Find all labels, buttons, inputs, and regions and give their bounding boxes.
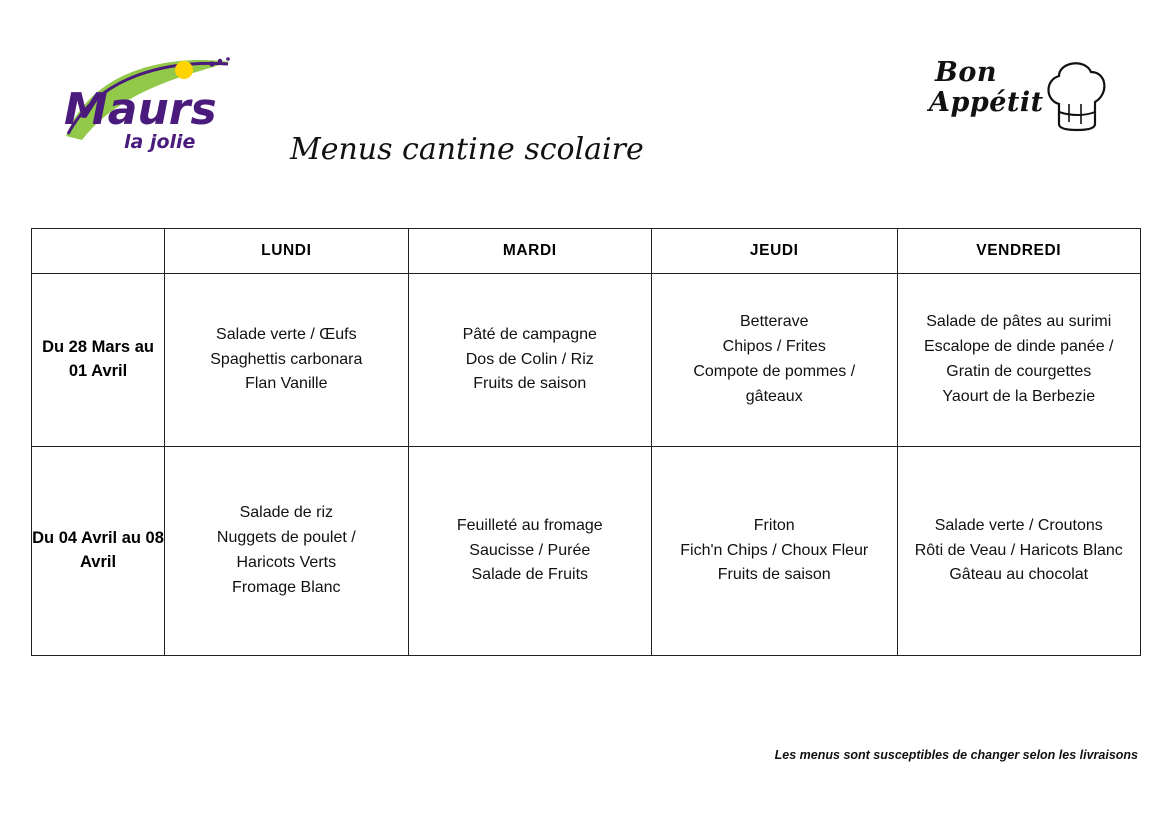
menu-line: Fruits de saison <box>473 375 587 393</box>
menu-line: Gâteau au chocolat <box>949 566 1089 584</box>
logo-name-main: Maurs <box>64 84 217 135</box>
menu-line: Salade de pâtes au surimi <box>926 313 1112 331</box>
menu-line: Salade verte / Croutons <box>934 516 1103 534</box>
menu-cell-vendredi-w1 <box>897 274 1141 447</box>
menu-line: Pâté de campagne <box>462 325 597 343</box>
menu-line: Friton <box>753 516 795 534</box>
table-row <box>32 274 1141 447</box>
menu-line: Flan Vanille <box>245 375 328 393</box>
menu-line: Dos de Colin / Riz <box>465 350 594 368</box>
menu-line: Salade verte / Œufs <box>216 325 357 343</box>
table-row <box>32 447 1141 656</box>
week-label-1 <box>32 274 165 447</box>
bon-appetit-mark <box>929 52 1115 152</box>
menu-line: Spaghettis carbonara <box>210 350 363 368</box>
menu-cell-mardi-w2 <box>408 447 651 656</box>
menu-cell-lundi-w2 <box>165 447 408 656</box>
menu-line: Haricots Verts <box>236 554 337 571</box>
week-label-2 <box>32 447 165 656</box>
header-vendredi: VENDREDI <box>897 229 1141 274</box>
header-lundi: LUNDI <box>165 229 408 274</box>
menu-line: Compote de pommes / <box>693 363 856 380</box>
week-line: au 01 Avril <box>68 338 154 380</box>
header-jeudi: JEUDI <box>651 229 897 274</box>
menu-line: Escalope de dinde panée / <box>924 338 1114 356</box>
menu-line: Feuilleté au fromage <box>456 516 603 534</box>
maurs-la-jolie-logo <box>52 48 242 153</box>
menu-line: Yaourt de la Berbezie <box>942 387 1096 405</box>
chef-hat-icon <box>1041 54 1111 145</box>
page-title: Menus cantine scolaire <box>290 132 644 167</box>
logo-graphic <box>52 48 242 153</box>
menu-cell-vendredi-w2 <box>897 447 1141 656</box>
menu-cell-jeudi-w1 <box>651 274 897 447</box>
week-line: Du 04 Avril <box>32 529 118 548</box>
menu-line: Salade de riz <box>239 504 333 522</box>
menu-table <box>31 228 1141 656</box>
menu-line: Fich'n Chips / Choux Fleur <box>680 541 869 559</box>
menu-cell-jeudi-w2 <box>651 447 897 656</box>
menu-cell-mardi-w1 <box>408 274 651 447</box>
header-mardi: MARDI <box>408 229 651 274</box>
menu-line: Gratin de courgettes <box>946 363 1092 380</box>
menu-line: Nuggets de poulet / <box>216 529 356 547</box>
menu-line: gâteaux <box>745 387 803 405</box>
week-line: au 08 Avril <box>80 529 164 571</box>
header-corner-blank <box>32 229 165 274</box>
logo-name-sub: la jolie <box>124 131 196 153</box>
menu-cell-lundi-w1 <box>165 274 408 447</box>
week-line: Du 28 Mars <box>42 338 131 357</box>
bon-appetit-line2: Appétit <box>929 87 1044 119</box>
bon-appetit-text <box>929 57 1044 119</box>
menu-line: Saucisse / Purée <box>469 541 591 559</box>
menu-line: Fruits de saison <box>717 566 831 584</box>
menu-line: Fromage Blanc <box>232 578 341 596</box>
footer-disclaimer: Les menus sont susceptibles de changer selon les livraisons <box>774 748 1138 762</box>
menu-line: Chipos / Frites <box>722 338 826 356</box>
table-header-row <box>32 229 1141 274</box>
menu-line: Salade de Fruits <box>471 566 589 584</box>
menu-line: Betterave <box>740 313 809 331</box>
menu-line: Rôti de Veau / Haricots Blanc <box>914 541 1123 559</box>
bon-appetit-line1: Bon <box>935 57 997 88</box>
